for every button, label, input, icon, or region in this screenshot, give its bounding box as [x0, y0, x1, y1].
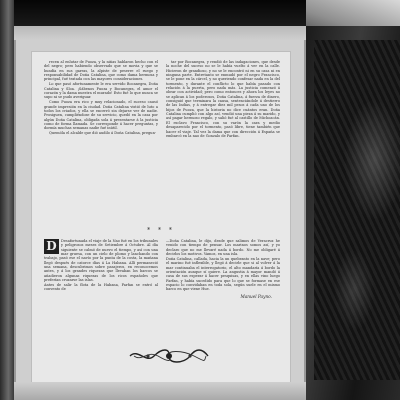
upper-left-column: [44, 60, 158, 220]
paragraph: tar por Bocanegra, y rendió de las indagaciones, que desde la noche del suceso no se le había vuelto á ver en la calle. Hicieron de grandioso, y no se le encontró ni en su casa ni en ninguna parte. Entretanto se enmudó por el negro Francisco, se le pone en la cárcel, y no queriendo confesar nada en la del tormento, y durante el conflicto lo que había pasado con relación á la puerta, pero nada más. La justicia comenzó á obrar con actividad; pero como entonces y ahora los leyes no se aplican á los poderosos, Doña Catalina, á fuerza de dinero, consiguió que terminara la causa, sentenciándole á destierro de las Indias, y á entregar diez mil pesos á cada uno de los hijos de Puoza, que la historia no dice cuántos eran. Doña Catalina cumplió con algo así, vendió una pieza á su marido, y así pagar hermoso regalo, y salió fué al castillo de Michoacán. El esclavo Francisco, con su varón la cara y medio desaparecido por el tormento, pasó libre, tiene también que hacer el viaje. Tal vez la dama que con dirección á España se embarcó en la nao de Gonzalo de Farfan.: [166, 60, 280, 138]
lower-right-column: [166, 239, 280, 327]
adjacent-photograph: [314, 40, 400, 380]
lower-text-columns: [44, 239, 280, 327]
dropcap-initial: D: [44, 239, 59, 254]
paragraph: Doña Catalina, callada, hacia la un quebranto en la nave; pero el marino fué inflexible, y llegó á decirle que si al volver á la mar continuaba el interrogatorio, el alto mandaría á bordo la orientación aunque sí quiere. La angustia á mayor mandó á casa de sus esperar á hacer pesquisas, y en ellas vino luego Farfan, y había sucedido para que lo que se formase en ese espacio lo convidaban en toda sola, según suele en el mismo barco en que viene Hue.: [166, 256, 280, 292]
paragraph-text: Desafortunada el viaje de la Nao fué en los tribunales y peligrosos meses de Setiembre á Octubre. Al día siguiente se calmó de nuevo el tiempo, y así con una mar gruesa, con un cielo de plomo y lanchando con trabajo, pasó ese el navío por la punta de la costa, la mañana llegó después de catorce días á La Habana. Allí permaneció una semana, descubrimos sobre pasajeros, en reconocemos antes, y á los grandes riquezas que llevaban los barcos se añadieron algunas riquezas de los ricos españoles que preferían cruzarse las islas.: [44, 239, 158, 283]
panel-bottom-shadow: [14, 382, 306, 400]
paragraph: Quemóla el alcalde que dió audilo á Doña Catalina, pregun-: [49, 131, 157, 136]
paragraph: Lo que pasó afortunamente le era servido Bocanegra, Doña Catalina y Sloa. ¡Sábenos Puoza y Bocanegra, el amor el corazón y la dama nuestra el murado! Esto fué lo que nunca se supo ni se pudo averiguar.: [44, 82, 158, 100]
decorative-vignette-icon: [128, 348, 210, 364]
display-panel: [14, 26, 306, 400]
paragraph-with-dropcap: [44, 239, 158, 282]
section-separator: * * *: [147, 227, 175, 234]
lower-left-column: [44, 239, 158, 327]
paragraph: —Doña Catalina, le dijo, desde que salimos de Veracruz he venido con tiempo de pensar. Los marinos somos así, y yo declaro que no me llevaré nada á bordo. No me obligaré á decirlos los motivos. Vamos, en una isla.: [166, 239, 280, 257]
left-frame-edge: [0, 0, 14, 400]
upper-text-columns: [44, 60, 280, 220]
author-signature: Manuel Payno.: [240, 293, 272, 299]
paragraph: recen al enlutar de Puoza, y la niñas hablaron hecho con el del negro; pero habiendo observado que se movia y que se hundía en sus garras, la alpiste de peserre el ruego y responsabilidad de Doña Catalina, que como dama hermosa y principal, fué tratada con las mayores consideraciones.: [44, 60, 158, 82]
printed-page: [32, 52, 290, 400]
paragraph: Antes de salir la flota de la Habana, Farfan se entró al convento de: [44, 283, 158, 292]
paragraph: Como Puoza era rico y muy relacionado, el suceso causó grande impresión en la ciudad. Doña Catalina vistió de luto a todos los criados, y ella se encerró sin dejarse ver de nadie. Prosiguen, cumpliéndose de su servicio, quedó en la casa por algún Doña Catalina, obligada sola á presentarse á la justicia como de forma llamada. Se corresponde á hacer preguntas, y dormía muchas semanas nadie fué inútil.: [44, 100, 158, 131]
upper-right-column: [166, 60, 280, 220]
panel-shade: [14, 26, 306, 40]
